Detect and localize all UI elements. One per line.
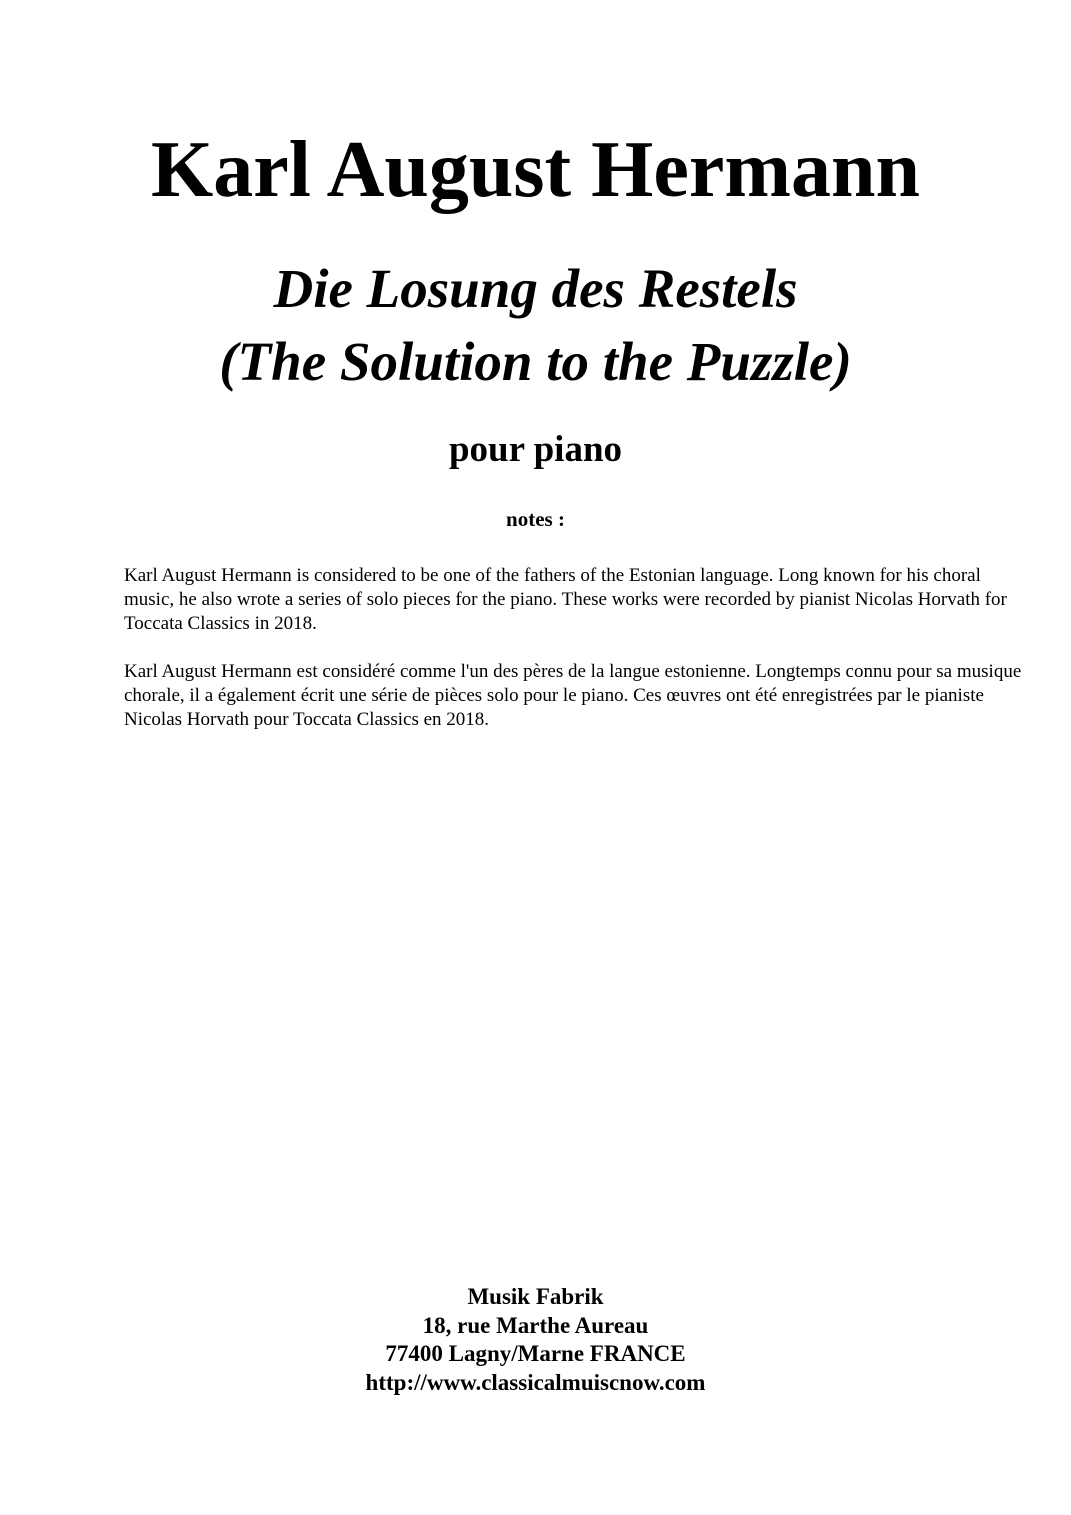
publisher-name: Musik Fabrik — [467, 1284, 604, 1309]
publisher-url: http://www.classicalmuiscnow.com — [365, 1369, 706, 1395]
publisher-street: 18, rue Marthe Aureau — [422, 1312, 649, 1338]
notes-body — [124, 564, 1024, 756]
title-line-1: Die Losung des Restels — [273, 258, 798, 319]
publisher-city: 77400 Lagny/Marne FRANCE — [385, 1341, 686, 1366]
composer-name: Karl August Hermann — [151, 126, 920, 214]
instrument-label: pour piano — [448, 429, 623, 470]
notes-english: Karl August Hermann is considered to be one of the fathers of the Estonian language. Long known for his choral music, he also wrote a series of solo pieces for the piano. These works were recorded by pianist Nicolas Horvath for Toccata Classics in 2018. — [124, 565, 1007, 634]
notes-heading: notes : — [506, 507, 565, 531]
title-line-2: (The Solution to the Puzzle) — [219, 331, 852, 392]
publisher-block — [0, 1283, 1071, 1397]
piece-title — [0, 252, 1071, 398]
notes-french: Karl August Hermann est considéré comme l'un des pères de la langue estonienne. Longtemps connu pour sa musique chorale, il a également écrit une série de pièces solo pour le piano. Ces œuvres ont été enregistrées par le pianiste Nicolas Horvath pour Toccata Classics en 2018. — [124, 661, 1022, 730]
